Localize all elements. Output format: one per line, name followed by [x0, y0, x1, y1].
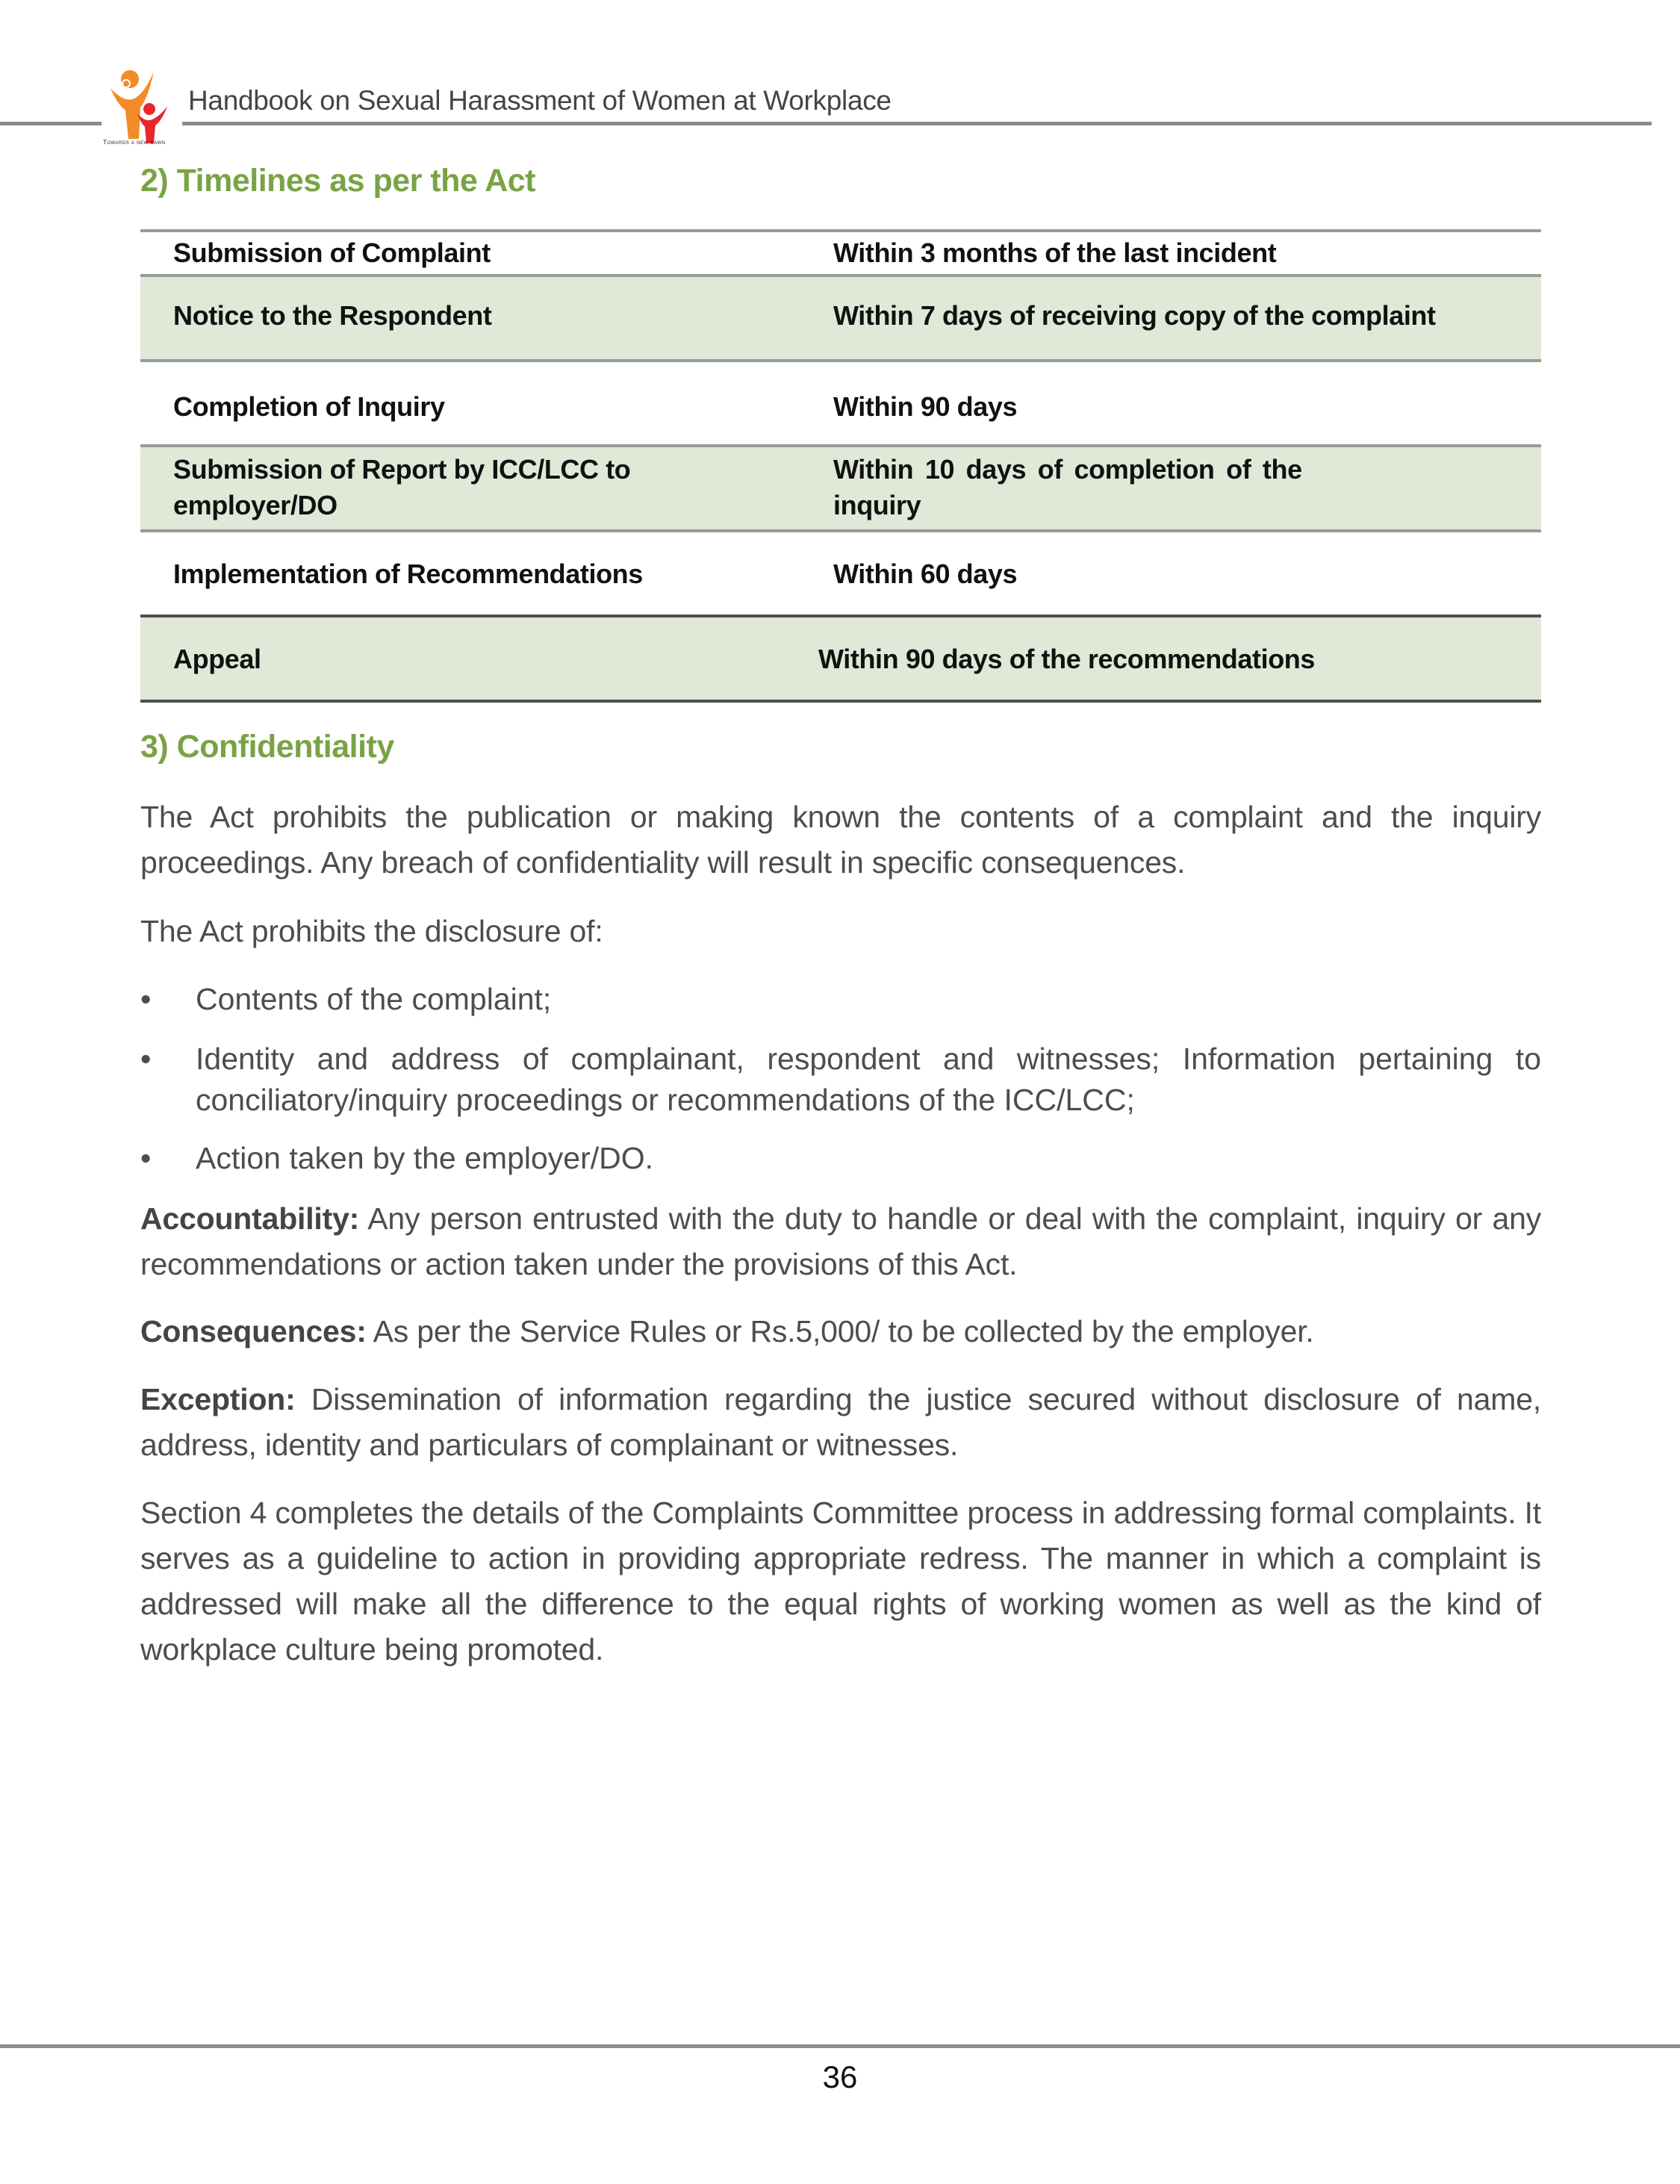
- timeline-cell: Within 3 months of the last incident: [833, 237, 1277, 268]
- consequences-text: As per the Service Rules or Rs.5,000/ to be collected by the employer.: [366, 1314, 1314, 1348]
- event-cell: Implementation of Recommendations: [173, 559, 643, 589]
- list-item-text: Action taken by the employer/DO.: [196, 1141, 654, 1175]
- bullet-icon: •: [140, 1042, 152, 1076]
- family-figures-logo-icon: [102, 69, 185, 149]
- timeline-cell: Within 90 days: [833, 391, 1018, 422]
- section-heading-confidentiality: 3) Confidentiality: [140, 729, 394, 765]
- timelines-table: [140, 229, 1541, 703]
- table-row: [140, 615, 1541, 700]
- closing-paragraph: Section 4 completes the details of the Complaints Committee process in addressing formal complaints. It serves as a guideline to action in providing appropriate redress. The manner in which a complaint is addressed will make all the difference to the equal rights of working women as well as the kind of workplace culture being promoted.: [140, 1496, 1541, 1667]
- consequences-label: Consequences:: [140, 1314, 367, 1348]
- timeline-cell: Within 90 days of the recommendations: [818, 644, 1315, 674]
- footer-rule: [0, 2044, 1680, 2048]
- timeline-cell: Within 10 days of completion of the inquiry: [833, 454, 1302, 520]
- confidentiality-intro: The Act prohibits the publication or making known the contents of a complaint and the inquiry proceedings. Any breach of confidentiality will result in specific consequences.: [140, 800, 1541, 880]
- event-cell: Submission of Report by ICC/LCC to employer/DO: [173, 454, 631, 520]
- list-item-text: Contents of the complaint;: [196, 982, 552, 1016]
- table-row: [140, 274, 1541, 359]
- page-number: 36: [822, 2059, 858, 2094]
- event-cell: Submission of Complaint: [173, 237, 491, 268]
- accountability-text: Any person entrusted with the duty to handle or deal with the complaint, inquiry or any recommendations or action taken under the provisions of this Act.: [140, 1201, 1541, 1281]
- list-item-text: Identity and address of complainant, respondent and witnesses; Information pertaining to conciliatory/inquiry proceedings or recommendations of the ICC/LCC;: [196, 1042, 1541, 1117]
- document-title: Handbook on Sexual Harassment of Women at Workplace: [188, 85, 892, 116]
- exception-text: Dissemination of information regarding the justice secured without disclosure of name, address, identity and particulars of complainant or witnesses.: [140, 1382, 1541, 1462]
- bullet-icon: •: [140, 982, 152, 1016]
- exception-label: Exception:: [140, 1382, 296, 1416]
- disclosure-list-intro: The Act prohibits the disclosure of:: [140, 914, 603, 948]
- section-heading-timelines: 2) Timelines as per the Act: [140, 163, 535, 199]
- accountability-label: Accountability:: [140, 1201, 360, 1236]
- header-rule-left: [0, 122, 102, 125]
- table-row: [140, 529, 1541, 615]
- table-bottom-rule: [140, 700, 1541, 703]
- event-cell: Completion of Inquiry: [173, 391, 445, 422]
- consequences-paragraph: [140, 1309, 1541, 1354]
- event-cell: Appeal: [173, 644, 261, 674]
- table-row: [140, 444, 1541, 529]
- header-rule-right: [182, 122, 1652, 125]
- logo-tagline: Towards a new dawn: [103, 139, 166, 146]
- accountability-paragraph: [140, 1196, 1541, 1287]
- timeline-cell: Within 60 days: [833, 559, 1018, 589]
- bullet-icon: •: [140, 1141, 152, 1175]
- table-row: [140, 359, 1541, 444]
- event-cell: Notice to the Respondent: [173, 300, 492, 331]
- exception-paragraph: [140, 1377, 1541, 1468]
- timeline-cell: Within 7 days of receiving copy of the complaint: [833, 300, 1436, 331]
- table-row: [140, 229, 1541, 274]
